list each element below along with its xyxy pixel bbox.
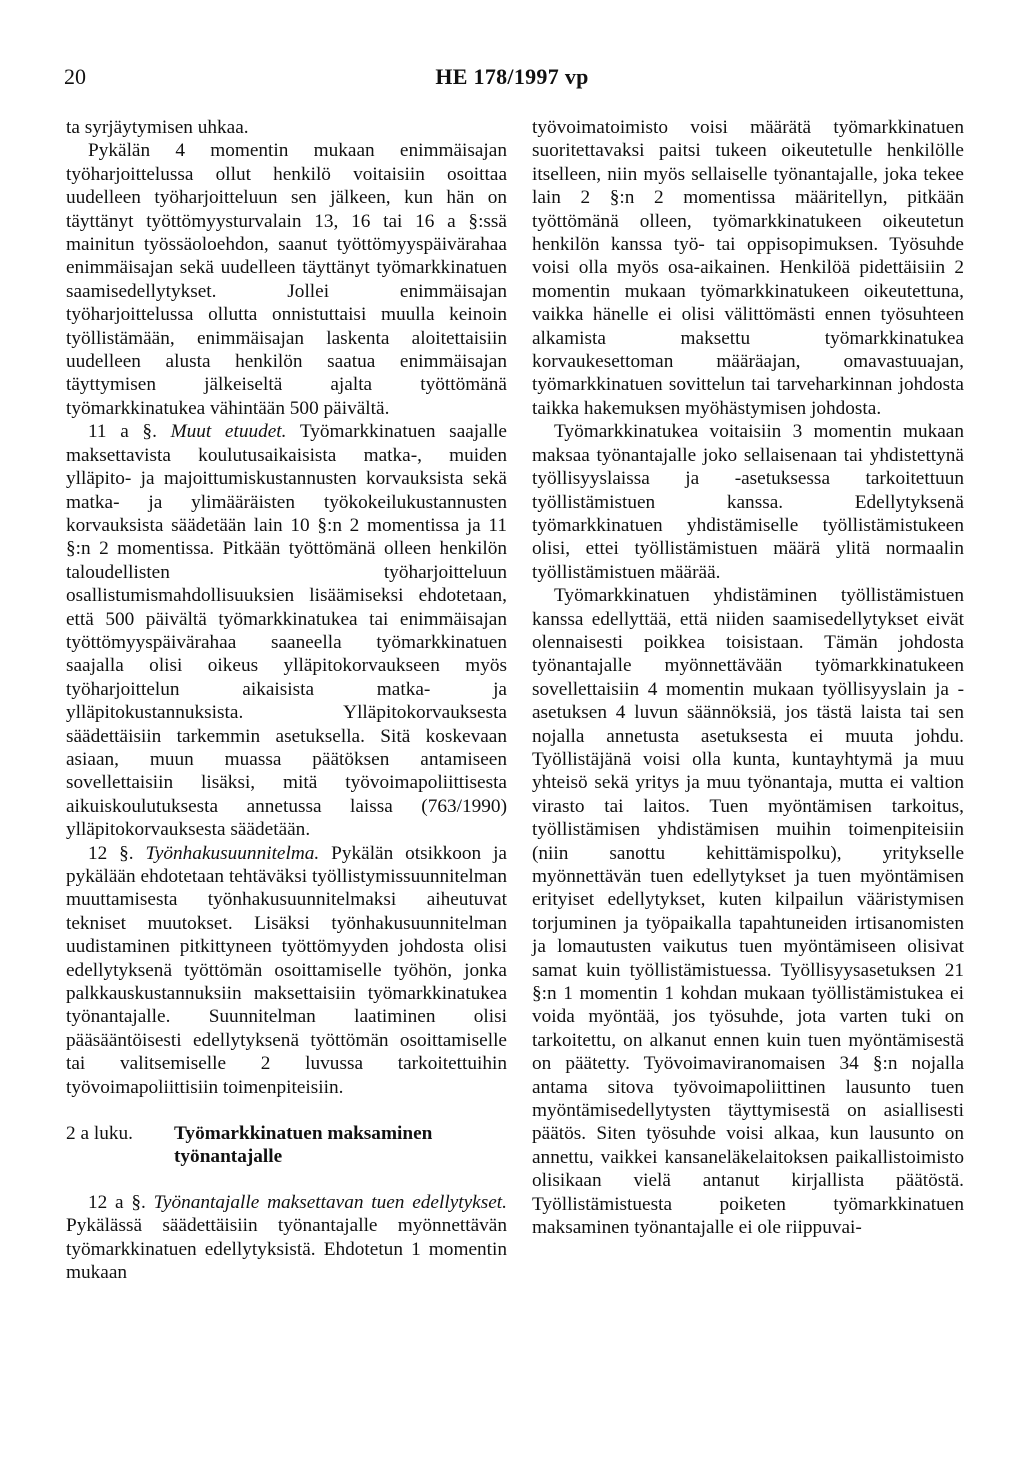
left-column xyxy=(66,116,507,1285)
section-paragraph xyxy=(66,1191,507,1285)
right-column xyxy=(532,116,964,1240)
chapter-heading xyxy=(66,1122,507,1169)
document-id: HE 178/1997 vp xyxy=(435,64,589,89)
section-number: 12 §. xyxy=(88,842,134,864)
paragraph: ta syrjäytymisen uhkaa. xyxy=(66,117,249,138)
paragraph: Työmarkkinatuen yhdistäminen työllistämistuen kanssa edellyttää, että niiden saamisedellytykset eivät olennaisesti poikkea toisistaan. Tämän johdosta työnantajalle myönnettävään työmarkkinatukeen sovellettaisiin 4 momentin mukaan työllisyyslain ja -asetuksen 4 luvun säännöksiä, jos tästä laista tai sen nojalla annetusta asetuksesta ei muuta johdu. Työllistäjänä voisi olla kunta, kuntayhtymä ja muu yhteisö sekä yritys ja muu työnantaja, mutta ei valtion virasto tai laitos. Tuen myöntämisen tarkoitus, työllistämisen yhdistämisen muihin toimenpiteisiin (niin sanottu kehittämispolku), yritykselle myönnettävän tuen edellytykset ja tuen myöntämisen erityiset edellytykset, kuten kilpailun vääristymisen torjuminen ja työpaikalla tapahtuneiden irtisanomisten ja lomautusten vaikutus tuen myöntämiseen olisivat samat kuin työllistämistuessa. Työllisyysasetuksen 21 §:n 1 momentin 1 kohdan mukaan työllistämistukea ei voida myöntää, jos työsuhde, jota varten tuki on tarkoitettu, on alkanut ennen kuin tuen myöntämisestä on päätetty. Työvoimaviranomaisen 34 §:n nojalla antama sitova työvoimapoliittinen lausunto tuen myöntämisedellytysten täyttymisestä on asiallisesti päätös. Siten työsuhde voisi alkaa, kun lausunto on annettu, vaikkei kansaneläkelaitoksen paikallistoimisto olisikaan vielä antanut kirjallista päätöstä. Työllistämistuesta poiketen työmarkkinatuen maksaminen työnantajalle ei ole riippuvai- xyxy=(532,585,964,1239)
paragraph: työvoimatoimisto voisi määrätä työmarkkinatuen suoritettavaksi paitsi tukeen oikeutetulle henkilölle itselleen, niin myös sellaiselle työnantajalle, joka tekee lain 2 §:n 2 momentissa määritellyn, pitkään työttömänä olleen, työmarkkinatukeen oikeutetun henkilön kanssa työ- tai oppisopimuksen. Työsuhde voisi olla myös osa-aikainen. Henkilöä pidettäisiin 2 momentin mukaan työmarkkinatukeen oikeutettuna, vaikka hänelle ei olisi välittömästi ennen työsuhteen alkamista maksettu työmarkkinatukea korvaukesettoman määräajan, omavastuuajan, työmarkkinatuen sovittelun tai tarveharkinnan johdosta taikka hakemuksen myöhästymisen johdosta. xyxy=(532,117,964,419)
section-text: Pykälässä säädettäisiin työnantajalle myönnettävän työmarkkinatuen edellytyksistä. Ehdotetun 1 momentin mukaan xyxy=(66,1215,507,1284)
section-number: 11 a §. xyxy=(88,421,157,443)
section-title: Muut etuudet. xyxy=(170,421,287,443)
section-number: 12 a §. xyxy=(88,1191,146,1213)
page-number: 20 xyxy=(64,64,86,89)
section-title: Työnantajalle maksettavan tuen edellytykset. xyxy=(153,1191,507,1213)
section-text: Pykälän otsikkoon ja pykälään ehdotetaan tehtäväksi työllistymissuunnitelman muuttamisesta työnhakusuunnitelmaksi aiheutuvat tekniset muutokset. Lisäksi työnhakusuunnitelman uudistaminen pitkittyneen työttömyyden johdosta olisi edellytyksenä työttömän osoittamiselle työhön, jonka palkkauskustannuksiin maksettaisiin työmarkkinatukea työnantajalle. Suunnitelman laatiminen olisi pääsääntöisesti edellytyksenä työttömän osoittamiselle tai valitsemiselle 2 luvussa tarkoitettuihin työvoimapoliittisiin toimenpiteisiin. xyxy=(66,842,507,1098)
section-text: Työmarkkinatuen saajalle maksettavista koulutusaikaisista matka-, muiden ylläpito- ja majoittumiskustannusten korvauksista sekä matka- ja ylimääräisten työkokeilukustannusten korvauksista säädetään lain 10 §:n 2 momentissa ja 11 §:n 2 momentissa. Pitkään työttömänä olleen henkilön taloudellisten työharjoitteluun osallistumismahdollisuuksien lisäämiseksi ehdotetaan, että 500 päivältä työmarkkinatukea tai enimmäisajan työttömyyspäivärahaa saaneella työmarkkinatuen saajalla olisi oikeus ylläpitokorvaukseen myös työharjoittelun aikaisista matka- ja ylläpitokustannuksista. Ylläpitokorvauksesta säädettäisiin tarkemmin asetuksella. Sitä koskevaan asiaan, muun muassa päätöksen antamiseen sovellettaisiin lisäksi, mitä työvoimapoliittisesta aikuiskoulutuksesta annetussa laissa (763/1990) ylläpitokorvauksesta säädetään. xyxy=(66,421,507,841)
chapter-title: Työmarkkinatuen maksaminen työnantajalle xyxy=(174,1123,433,1168)
section-paragraph xyxy=(66,842,507,1099)
page-header xyxy=(64,62,960,92)
paragraph: Työmarkkinatukea voitaisiin 3 momentin mukaan maksaa työnantajalle joko sellaisenaan tai yhdistettynä työllisyyslaissa ja -asetuksessa tarkoitettuun työllistämistuen kanssa. Edellytyksenä työmarkkinatuen yhdistämiselle työllistämistukeen olisi, ettei työllistämistuen määrä ylitä normaalin työllistämistuen määrää. xyxy=(532,421,964,583)
paragraph: Pykälän 4 momentin mukaan enimmäisajan työharjoittelussa ollut henkilö voitaisiin osoittaa uudelleen työharjoitteluun sen jälkeen, kun hän on täyttänyt työttömyysturvalain 13, 16 tai 16 a §:ssä mainitun työssäoloehdon, saanut työttömyyspäivärahaa enimmäisajan sekä uudelleen täyttänyt työmarkkinatuen saamisedellytykset. Jollei enimmäisajan työharjoittelussa ollutta onnistuttaisi muulla keinoin työllistämään, enimmäisajan laskenta aloitettaisiin uudelleen alusta henkilön saatua enimmäisajan täyttymisen jälkeiseltä ajalta työttömänä työmarkkinatukea vähintään 500 päivältä. xyxy=(66,140,507,419)
section-title: Työnhakusuunnitelma. xyxy=(145,842,320,864)
chapter-number: 2 a luku. xyxy=(66,1123,133,1145)
section-paragraph xyxy=(66,420,507,841)
